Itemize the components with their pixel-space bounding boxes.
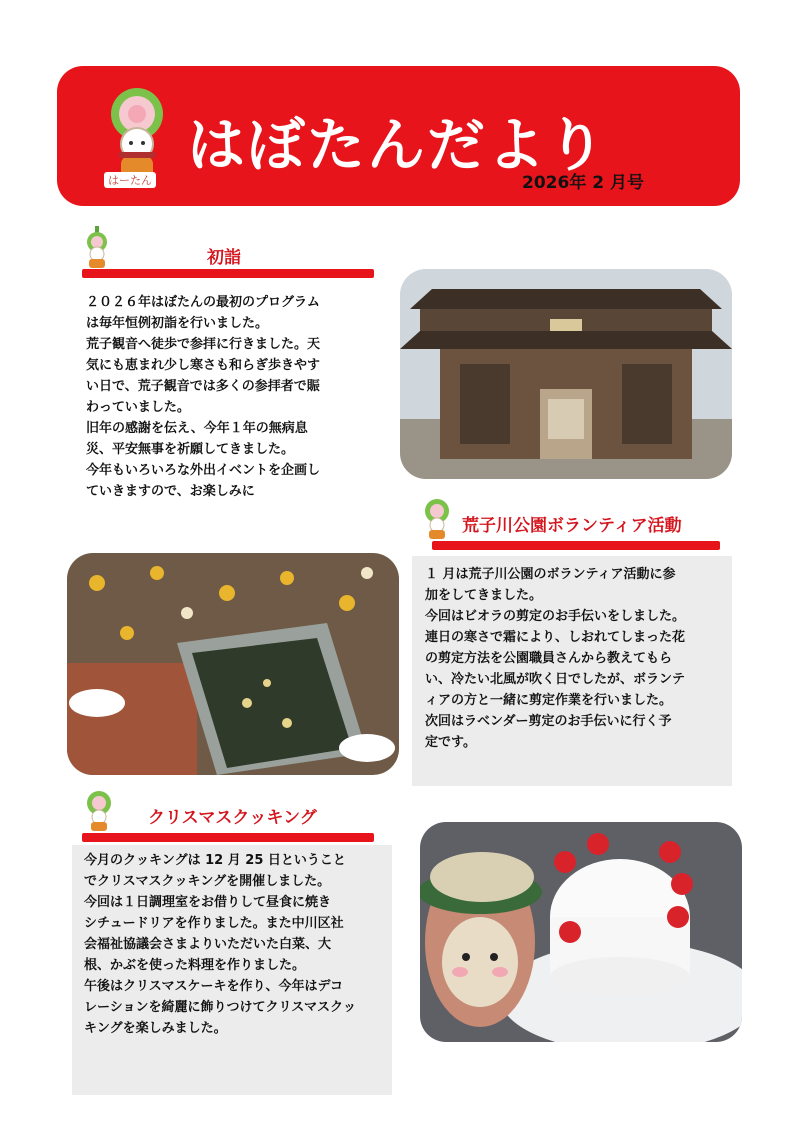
body-line: レーションを綺麗に飾りつけてクリスマスクッ (84, 1000, 356, 1015)
body-line: い、冷たい北風が吹く日でしたが、ボランテ (425, 672, 686, 687)
section-body-christmas (84, 850, 389, 1039)
body-line: １ 月は荒子川公園のボランティア活動に参 (425, 567, 676, 582)
issue-date: 2026年 2 月号 (522, 173, 644, 193)
flower-pruning-photo (67, 553, 399, 775)
section-divider (82, 833, 374, 842)
body-line: 今回はビオラの剪定のお手伝いをしました。 (425, 609, 686, 624)
section-divider (82, 269, 374, 278)
body-line: 旧年の感謝を伝え、今年１年の無病息 (86, 421, 308, 436)
newsletter-title: はぼたんだより (187, 111, 608, 179)
temple-gate-photo (400, 269, 732, 479)
body-line: ２０２６年はぼたんの最初のプログラム (86, 295, 320, 310)
body-line: ていきますので、お楽しみに (86, 484, 255, 499)
body-line: 今回は１日調理室をお借りして昼食に焼き (84, 895, 332, 910)
body-line: 会福祉協議会さまよりいただいた白菜、大 (84, 937, 332, 952)
body-line: 災、平安無事を祈願してきました。 (86, 442, 295, 457)
body-line: ィアの方と一緒に剪定作業を行いました。 (425, 693, 673, 708)
body-line: シチュードリアを作りました。また中川区社 (84, 916, 344, 931)
mascot-small-icon (82, 790, 116, 832)
section-title-volunteer: 荒子川公園ボランティア活動 (462, 516, 682, 536)
body-line: 午後はクリスマスケーキを作り、今年はデコ (84, 979, 343, 994)
body-line: わっていました。 (86, 400, 190, 415)
body-line: い日で、荒子観音では多くの参拝者で賑 (86, 379, 320, 394)
body-line: 今年もいろいろな外出イベントを企画し (86, 463, 321, 478)
body-line: 根、かぶを使った料理を作りました。 (84, 958, 306, 973)
section-divider (432, 541, 720, 550)
section-title-hatsumode: 初詣 (207, 248, 241, 268)
body-line: 荒子観音へ徒歩で参拝に行きました。天 (86, 337, 321, 352)
body-line: 定です。 (425, 735, 476, 750)
body-line: は毎年恒例初詣を行いました。 (86, 316, 269, 331)
body-line: の剪定方法を公園職員さんから教えてもら (425, 651, 673, 666)
body-line: でクリスマスクッキングを開催しました。 (84, 874, 331, 889)
body-line: キングを楽しみました。 (84, 1021, 227, 1036)
christmas-cake-photo (420, 822, 742, 1042)
mascot-label: はーたん (104, 172, 156, 188)
section-body-hatsumode (86, 292, 386, 502)
header-banner (57, 66, 740, 206)
kadomatsu-mascot-icon (80, 226, 114, 268)
body-line: 今月のクッキングは 12 月 25 日ということ (84, 853, 346, 868)
body-line: 気にも恵まれ少し寒さも和らぎ歩きやす (86, 358, 321, 373)
mascot-small-icon (420, 498, 454, 540)
body-line: 加をしてきました。 (425, 588, 543, 603)
body-line: 連日の寒さで霜により、しおれてしまった花 (425, 630, 686, 645)
section-title-christmas: クリスマスクッキング (148, 808, 317, 828)
section-body-volunteer (425, 564, 730, 753)
body-line: 次回はラベンダー剪定のお手伝いに行く予 (425, 714, 672, 729)
